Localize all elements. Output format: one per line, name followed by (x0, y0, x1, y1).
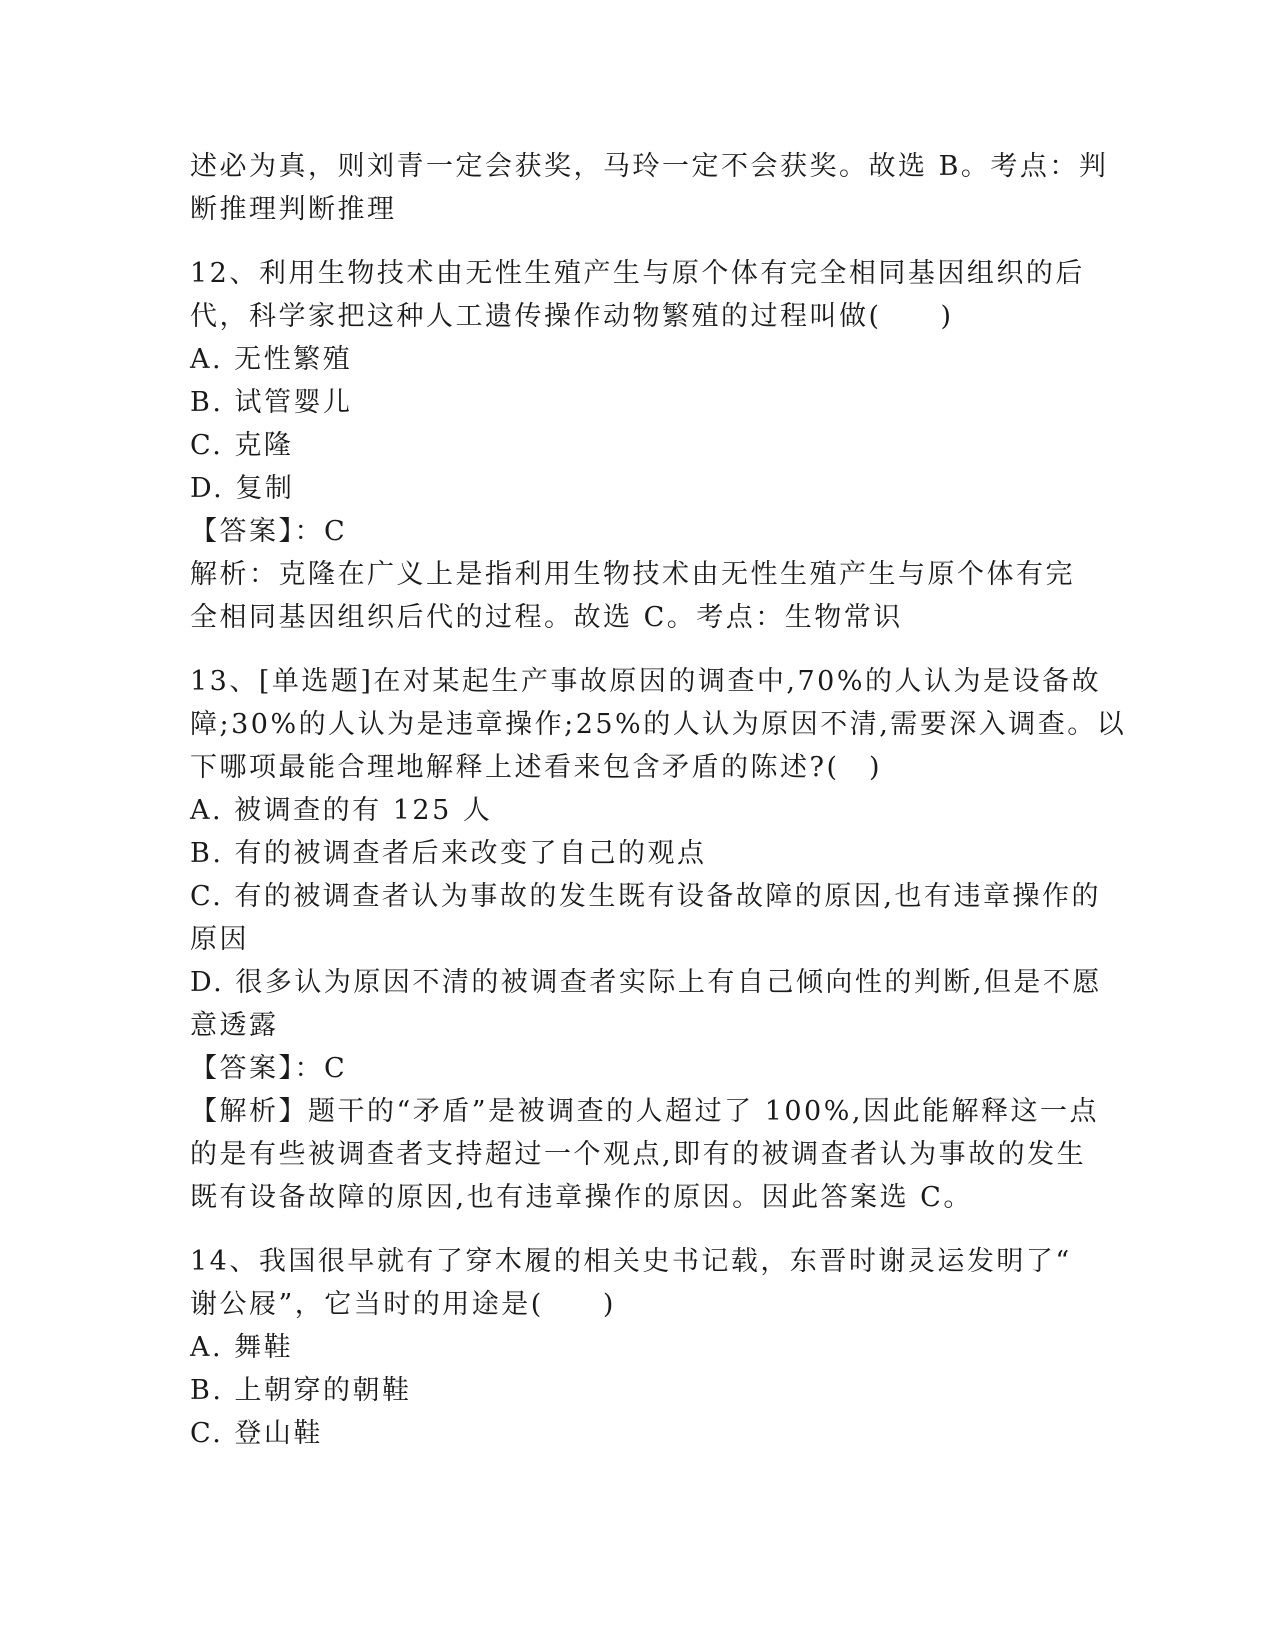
question-stem: 代，科学家把这种人工遗传操作动物繁殖的过程叫做( ) (190, 301, 954, 332)
question-stem: 13、[单选题]在对某起生产事故原因的调查中,70%的人认为是设备故 (190, 666, 1102, 697)
option-a: A. 舞鞋 (190, 1332, 294, 1363)
answer: 【答案】：C (190, 516, 348, 547)
question-stem: 下哪项最能合理地解释上述看来包含矛盾的陈述?( ) (190, 752, 883, 783)
option-c: C. 有的被调查者认为事故的发生既有设备故障的原因,也有违章操作的 (190, 881, 1101, 912)
question-stem: 14、我国很早就有了穿木履的相关史书记载，东晋时谢灵运发明了“ (190, 1246, 1072, 1277)
option-b: B. 上朝穿的朝鞋 (190, 1375, 412, 1406)
option-d: D. 很多认为原因不清的被调查者实际上有自己倾向性的判断,但是不愿 (190, 967, 1102, 998)
answer: 【答案】：C (190, 1053, 348, 1084)
option-b: B. 试管婴儿 (190, 387, 353, 418)
option-a: A. 被调查的有 125 人 (190, 795, 493, 826)
option-c-continued: 原因 (190, 924, 249, 955)
option-c: C. 登山鞋 (190, 1418, 323, 1449)
option-d-continued: 意透露 (190, 1010, 279, 1041)
option-c: C. 克隆 (190, 430, 294, 461)
analysis-line: 解析：克隆在广义上是指利用生物技术由无性生殖产生与原个体有完 (190, 559, 1075, 590)
analysis-line: 【解析】题干的“矛盾”是被调查的人超过了 100%,因此能解释这一点 (190, 1096, 1099, 1127)
option-b: B. 有的被调查者后来改变了自己的观点 (190, 838, 707, 869)
previous-analysis (190, 145, 1109, 231)
option-d: D. 复制 (190, 473, 295, 504)
question-12 (190, 252, 1090, 639)
analysis-line: 既有设备故障的原因,也有违章操作的原因。因此答案选 C。 (190, 1182, 973, 1213)
analysis-line: 全相同基因组织后代的过程。故选 C。考点：生物常识 (190, 602, 903, 633)
question-14 (190, 1240, 1090, 1455)
question-stem: 障;30%的人认为是违章操作;25%的人认为原因不清,需要深入调查。以 (190, 709, 1127, 740)
analysis-line: 断推理判断推理 (190, 194, 397, 225)
question-13 (190, 660, 1127, 1219)
question-stem: 12、利用生物技术由无性生殖产生与原个体有完全相同基因组织的后 (190, 258, 1085, 289)
analysis-line: 述必为真，则刘青一定会获奖，马玲一定不会获奖。故选 B。考点：判 (190, 151, 1109, 182)
analysis-line: 的是有些被调查者支持超过一个观点,即有的被调查者认为事故的发生 (190, 1139, 1087, 1170)
document-page (190, 145, 1127, 1455)
option-a: A. 无性繁殖 (190, 344, 353, 375)
question-stem: 谢公屐”，它当时的用途是( ) (190, 1289, 616, 1320)
